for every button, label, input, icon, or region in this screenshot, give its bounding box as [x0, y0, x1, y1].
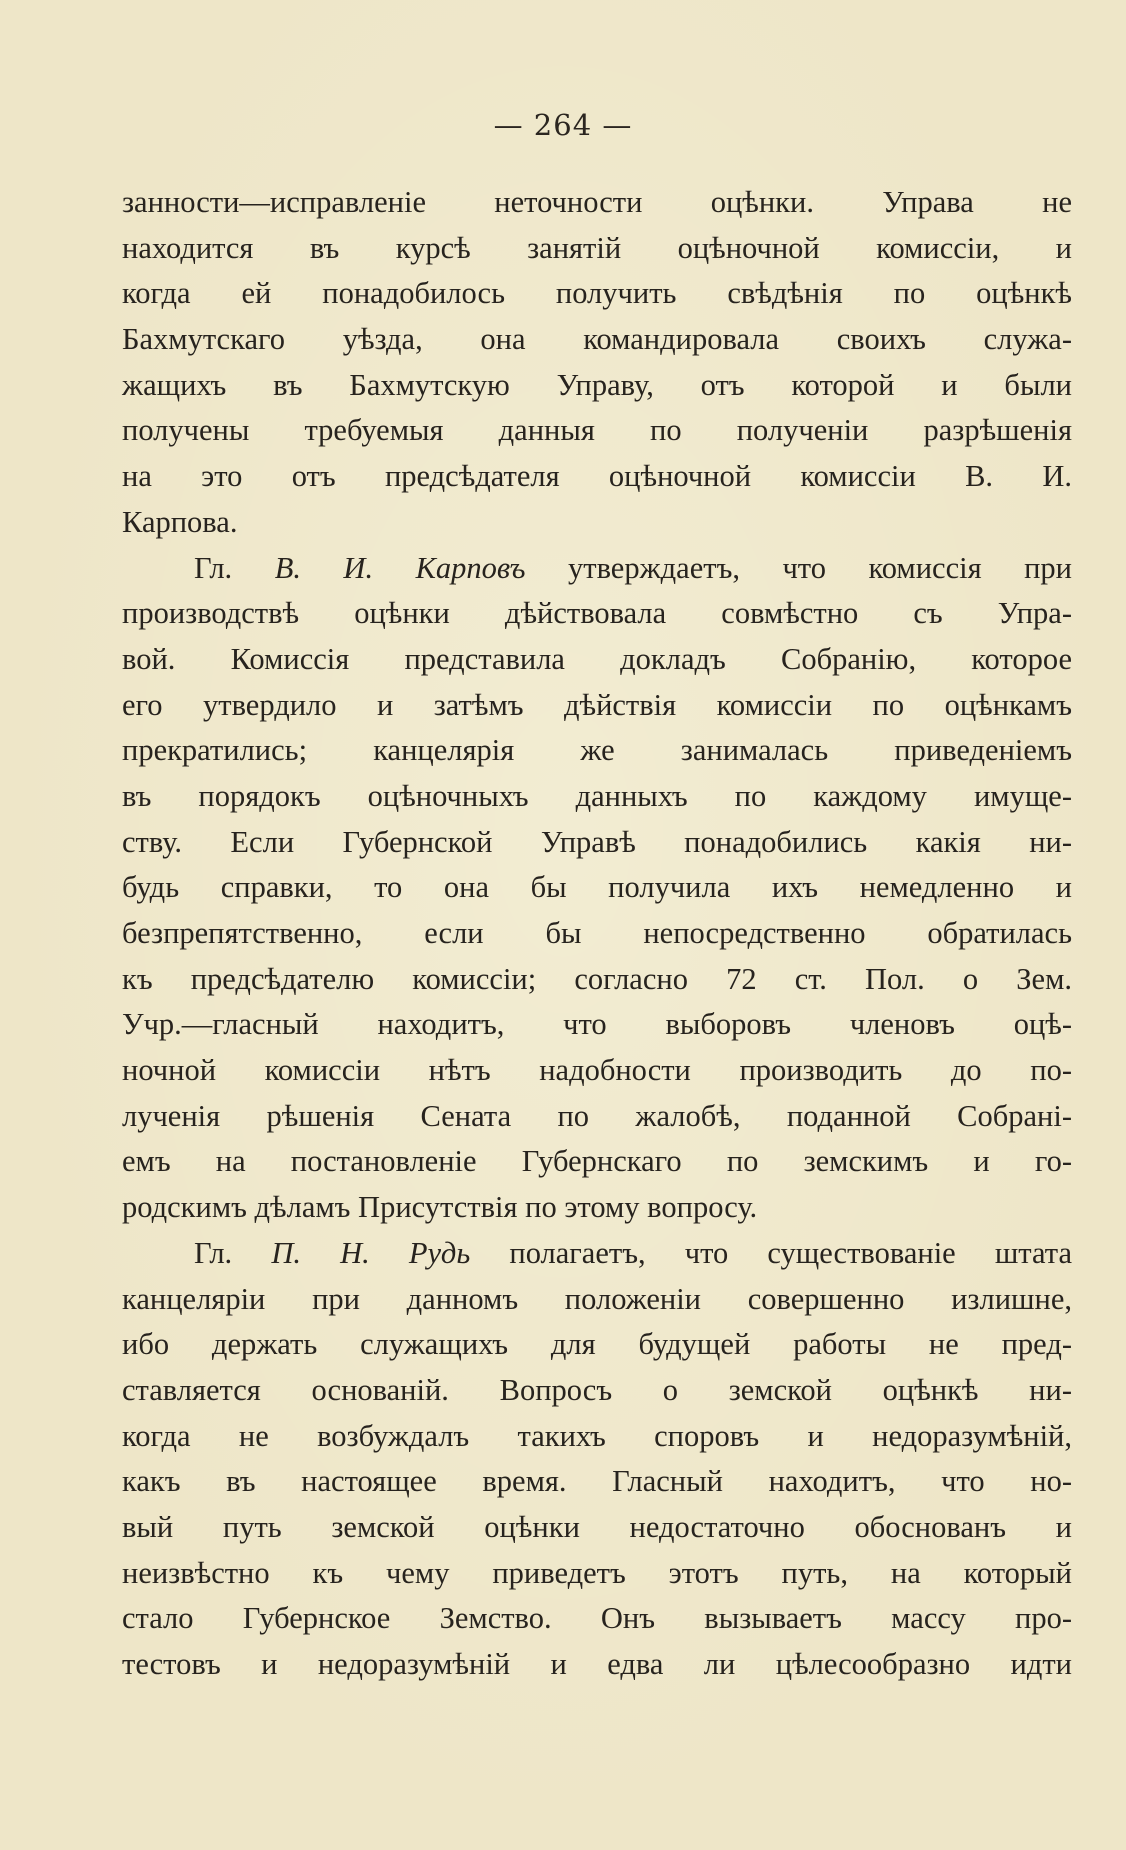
line-continuation: полагаетъ, что существованіе штата — [470, 1235, 1072, 1270]
text-line: когда не возбуждалъ такихъ споровъ и недоразумѣній, — [122, 1418, 1072, 1453]
text-line: вый путь земской оцѣнки недостаточно обоснованъ и — [122, 1509, 1072, 1544]
text-line: жащихъ въ Бахмутскую Управу, отъ которой и были — [122, 367, 1072, 402]
text-line: занности—исправленіе неточности оцѣнки. Управа не — [122, 185, 1072, 219]
text-line: Бахмутскаго уѣзда, она командировала своихъ служа- — [122, 322, 1072, 357]
text-line: емъ на постановленіе Губернскаго по земскимъ и го- — [122, 1144, 1072, 1179]
text-line: на это отъ предсѣдателя оцѣночной комиссіи В. И. — [122, 459, 1072, 494]
text-line: ибо держать служащихъ для будущей работы не пред- — [122, 1327, 1072, 1362]
line-continuation: утверждаетъ, что комиссія при — [525, 550, 1072, 585]
text-line: вой. Комиссія представила докладъ Собранію, которое — [122, 641, 1072, 676]
speaker-prefix: Гл. — [194, 550, 275, 585]
text-line: стало Губернское Земство. Онъ вызываетъ массу про- — [122, 1601, 1072, 1636]
paragraph-start-line — [122, 546, 1072, 592]
speaker-prefix: Гл. — [194, 1235, 272, 1270]
paragraph-start-line — [122, 1231, 1072, 1277]
page-number: — 264 — — [493, 108, 633, 142]
text-line: лученія рѣшенія Сената по жалобѣ, поданной Собрані- — [122, 1098, 1072, 1133]
text-line: къ предсѣдателю комиссіи; согласно 72 ст. Пол. о Зем. — [122, 961, 1072, 996]
text-line: получены требуемыя данныя по полученіи разрѣшенія — [122, 413, 1072, 448]
text-line: безпрепятственно, если бы непосредственно обратилась — [122, 916, 1072, 950]
text-line: его утвердило и затѣмъ дѣйствія комиссіи по оцѣнкамъ — [122, 687, 1072, 722]
speaker-name: П. Н. Рудь — [271, 1235, 471, 1270]
text-line: Карпова. — [122, 504, 238, 539]
text-line: родскимъ дѣламъ Присутствія по этому вопросу. — [122, 1190, 758, 1225]
text-line: находится въ курсѣ занятій оцѣночной комиссіи, и — [122, 230, 1072, 265]
text-line: будь справки, то она бы получила ихъ немедленно и — [122, 870, 1072, 905]
text-line: когда ей понадобилось получить свѣдѣнія по оцѣнкѣ — [122, 276, 1072, 311]
text-line: производствѣ оцѣнки дѣйствовала совмѣстно съ Упра- — [122, 596, 1072, 631]
text-line: ству. Если Губернской Управѣ понадобились какія ни- — [122, 824, 1072, 859]
text-line: ставляется основаній. Вопросъ о земской оцѣнкѣ ни- — [122, 1372, 1072, 1407]
text-line: ночной комиссіи нѣтъ надобности производить до по- — [122, 1053, 1072, 1088]
body-text — [122, 180, 1072, 1688]
text-line: неизвѣстно къ чему приведетъ этотъ путь, на который — [122, 1555, 1072, 1590]
text-line: прекратились; канцелярія же занималась приведеніемъ — [122, 733, 1072, 768]
speaker-name: В. И. Карповъ — [274, 550, 526, 585]
text-line: тестовъ и недоразумѣній и едва ли цѣлесообразно идти — [122, 1647, 1072, 1681]
text-line: канцеляріи при данномъ положеніи совершенно излишне, — [122, 1281, 1072, 1316]
text-line: въ порядокъ оцѣночныхъ данныхъ по каждому имуще- — [122, 778, 1072, 813]
text-line: Учр.—гласный находитъ, что выборовъ членовъ оцѣ- — [122, 1007, 1072, 1042]
text-line: какъ въ настоящее время. Гласный находитъ, что но- — [122, 1464, 1072, 1499]
